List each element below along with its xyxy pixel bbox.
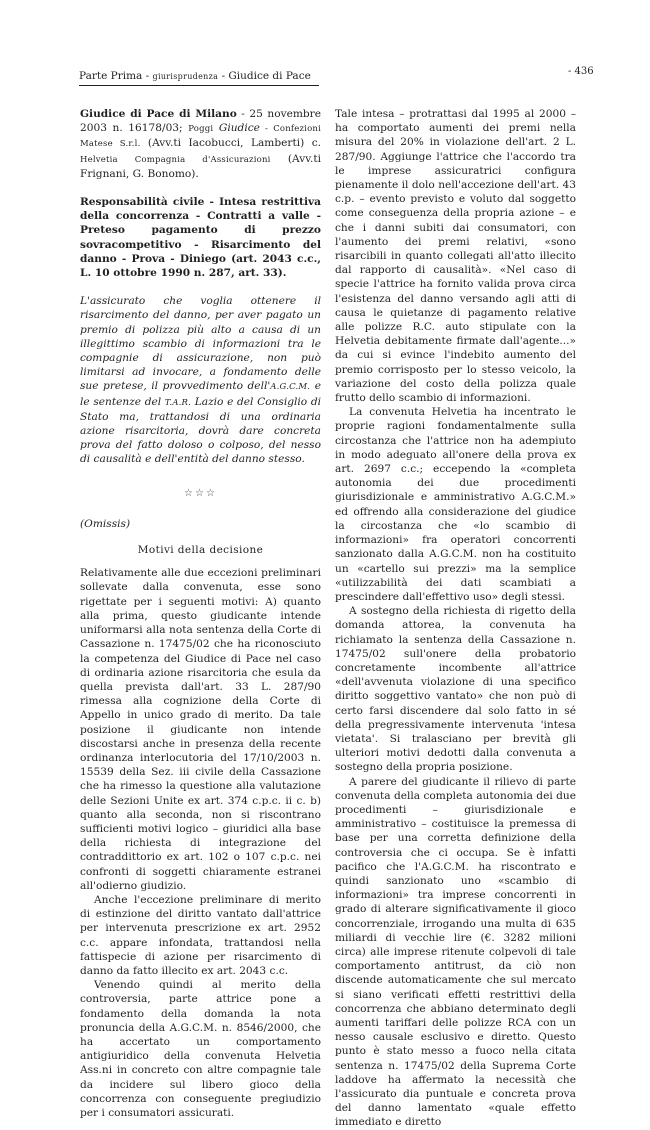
page-number: - 436: [568, 66, 594, 77]
massima-agcm: A.G.C.M.: [270, 382, 311, 393]
case-plaintiff-lawyers: (Avv.ti Iacobucci, Lamberti) c.: [140, 137, 321, 150]
section-title: Motivi della decisione: [137, 544, 264, 557]
right-paragraph: La convenuta Helvetia ha incentrato le proprie ragioni fondamentalmente sulla circostanza che l'attrice non ha adempiuto in modo adeguato all'onere della prova ex art. 2697 c.c.; eccependo la «completa autonomia dei due procedimenti giurisdizionale e amministrativo A.G.C.M.» ed offrendo alla considerazione del giudice la circostanza che «lo scambio di informazioni» fra operatori concorrenti sanzionato dalla A.G.C.M. non ha costituito un «cartello sui prezzi» ma la semplice «utilizzabilità dei dati scambiati a prescindere dall'effettivo uso» degli stessi.: [335, 406, 576, 603]
left-column: [80, 107, 321, 1120]
case-massima: [80, 294, 321, 466]
left-paragraph: Relativamente alle due eccezioni preliminari sollevate dalla convenuta, esse sono rigettate per i seguenti motivi: A) quanto alla prima, questo giudicante intende uniformarsi alla nota sentenza della Corte di Cassazione n. 17475/02 che ha riconosciuto la competenza del Giudice di Pace nel caso di ordinaria azione risarcitoria che esula da quella prevista dall'art. 33 L. 287/90 rimessa alla cognizione della Corte di Appello in unico grado di merito. Da tale posizione il giudicante non intende discostarsi anche in presenza della recente ordinanza interlocutoria del 17/10/2003 n. 15539 della Sez. iii civile della Cassazione che ha rimesso la questione alla valutazione delle Sezioni Unite ex art. 374 c.p.c. ii c. b) quanto alla seconda, non si riscontrano sufficienti motivi logico – giuridici alla base della richiesta di integrazione del contraddittorio ex art. 102 o 107 c.p.c. nei confronti di soggetti chiaramente estranei all'odierno giudizio.: [80, 567, 321, 892]
right-paragraph: Tale intesa – protrattasi dal 1995 al 2000 – ha comportato aumenti dei premi nella misura del 20% in violazione dell'art. 2 L. 287/90. Aggiunge l'attrice che l'accordo tra le imprese assicuratrici configura pienamente il dolo nell'accezione dell'art. 43 c.p. – evento previsto e voluto dal soggetto come conseguenza della propria azione – e che i danni subiti dai consumatori, con l'aumento dei premi relativi, «sono risarcibili in quanto collegati all'atto illecito dal rapporto di causalità». «Nel caso di specie l'attrice ha fornito valida prova circa l'esistenza del danno versando agli atti di causa le quietanze di pagamento relative alle polizze R.C. auto stipulate con la Helvetia debitamente firmate dall'agente...» da cui si evince l'indebito aumento del premio corrisposto per lo stesso veicolo, la variazione del costo della polizza quale frutto dello scambio di informazioni.: [335, 108, 576, 405]
case-plaintiff: - Confezioni Matese S.r.l.: [80, 124, 321, 150]
running-head-part: Parte Prima: [79, 70, 143, 82]
case-judge-role: Giudice: [218, 122, 260, 135]
right-paragraph: A parere del giudicante il rilievo di parte convenuta della completa autonomia dei due procedimenti – giurisdizionale e amministrativo – costituisce la premessa di base per una corretta definizione della controversia che ci occupa. Se è infatti pacifico che l'A.G.C.M. ha riscontrato e quindi sanzionato uno «scambio di informazioni» tra imprese concorrenti in grado di alterare significativamente il gioco concorrenziale, irrogando una multa di 635 miliardi di vecchie lire (€. 3282 milioni circa) alle imprese ritenute colpevoli di tale comportamento antitrust, da ciò non discende automaticamente che sul mercato si siano verificati effetti restrittivi della concorrenza che abbiano determinato degli aumenti tariffari delle polizze RCA con un nesso causale esclusivo e diretto. Questo punto è stato messo a fuoco nella citata sentenza n. 17475/02 della Suprema Corte laddove ha affermato la necessità che l'assicurato dia puntuale e concreta prova del danno lamentato «quale effetto immediato e diretto: [335, 775, 576, 1129]
separator-stars: ☆☆☆: [184, 487, 217, 499]
case-court: Giudice di Pace di Milano: [80, 108, 237, 120]
case-defendant-lawyers: (Avv.ti Frignani, G. Bonomo).: [80, 152, 321, 180]
right-column: [335, 107, 576, 1130]
running-head: Parte Prima - giurisprudenza - Giudice di Pace: [79, 70, 319, 86]
case-date: - 25 novembre 2003 n. 16178/03;: [80, 108, 321, 135]
massima-text-2: e le sentenze del: [80, 380, 321, 408]
case-judge: Poggi: [188, 124, 214, 135]
massima-tar: T.A.R.: [164, 397, 192, 408]
case-header: [80, 107, 321, 181]
right-paragraph: A sostegno della richiesta di rigetto della domanda attorea, la convenuta ha richiamato la sentenza della Cassazione n. 17475/02 sull'onere della probatorio concretamente incombente all'attrice «dell'avvenuta violazione di una specifico diritto soggettivo vantato» che non può di certo farsi discendere dal solo fatto in sé della pregressivamente intervenuta 'intesa vietata'. Si tralasciano per brevità gli ulteriori motivi dedotti dalla convenuta a sostegno della propria posizione.: [335, 605, 576, 774]
massima-text-1: L'assicurato che voglia ottenere il risarcimento del danno, per aver pagato un premio di polizza più alto a causa di un illegittimo scambio di informazioni tra le compagnie di assicurazione, non può limitarsi ad invocare, a fondamento delle sue pretese, il provvedimento dell': [80, 295, 321, 393]
case-defendant: Helvetia Compagnia d'Assicurazioni: [80, 154, 271, 165]
case-keywords: Responsabilità civile - Intesa restrittiva della concorrenza - Contratti a valle - Preteso pagamento di prezzo sovracompetitivo - Risarcimento del danno - Prova - Diniego (art. 2043 c.c., L. 10 ottobre 1990 n. 287, art. 33).: [80, 196, 321, 280]
left-paragraph: Venendo quindi al merito della controversia, parte attrice pone a fondamento della domanda la nota pronuncia della A.G.C.M. n. 8546/2000, che ha accertato un comportamento antigiuridico della convenuta Helvetia Ass.ni in concreto con altre compagnie tale da incidere sul libero gioco della concorrenza con conseguente pregiudizio per i consumatori assicurati.: [80, 979, 321, 1119]
omissis: (Omissis): [80, 517, 131, 530]
running-head-court: Giudice di Pace: [228, 70, 311, 82]
massima-text-3: Lazio e del Consiglio di Stato ma, trattandosi di una ordinaria azione risarcitoria, dovrà dare concreta prova del fatto doloso o colposo, del nesso di causalità e dell'entità del danno stesso.: [80, 395, 321, 466]
left-paragraph: Anche l'eccezione preliminare di merito di estinzione del diritto vantato dall'attrice per intervenuta prescrizione ex art. 2952 c.c. appare infondata, trattandosi nella fattispecie di azione per risarcimento di danno da fatto illecito ex art. 2043 c.c.: [80, 893, 321, 977]
running-head-section: giurisprudenza: [152, 72, 219, 81]
